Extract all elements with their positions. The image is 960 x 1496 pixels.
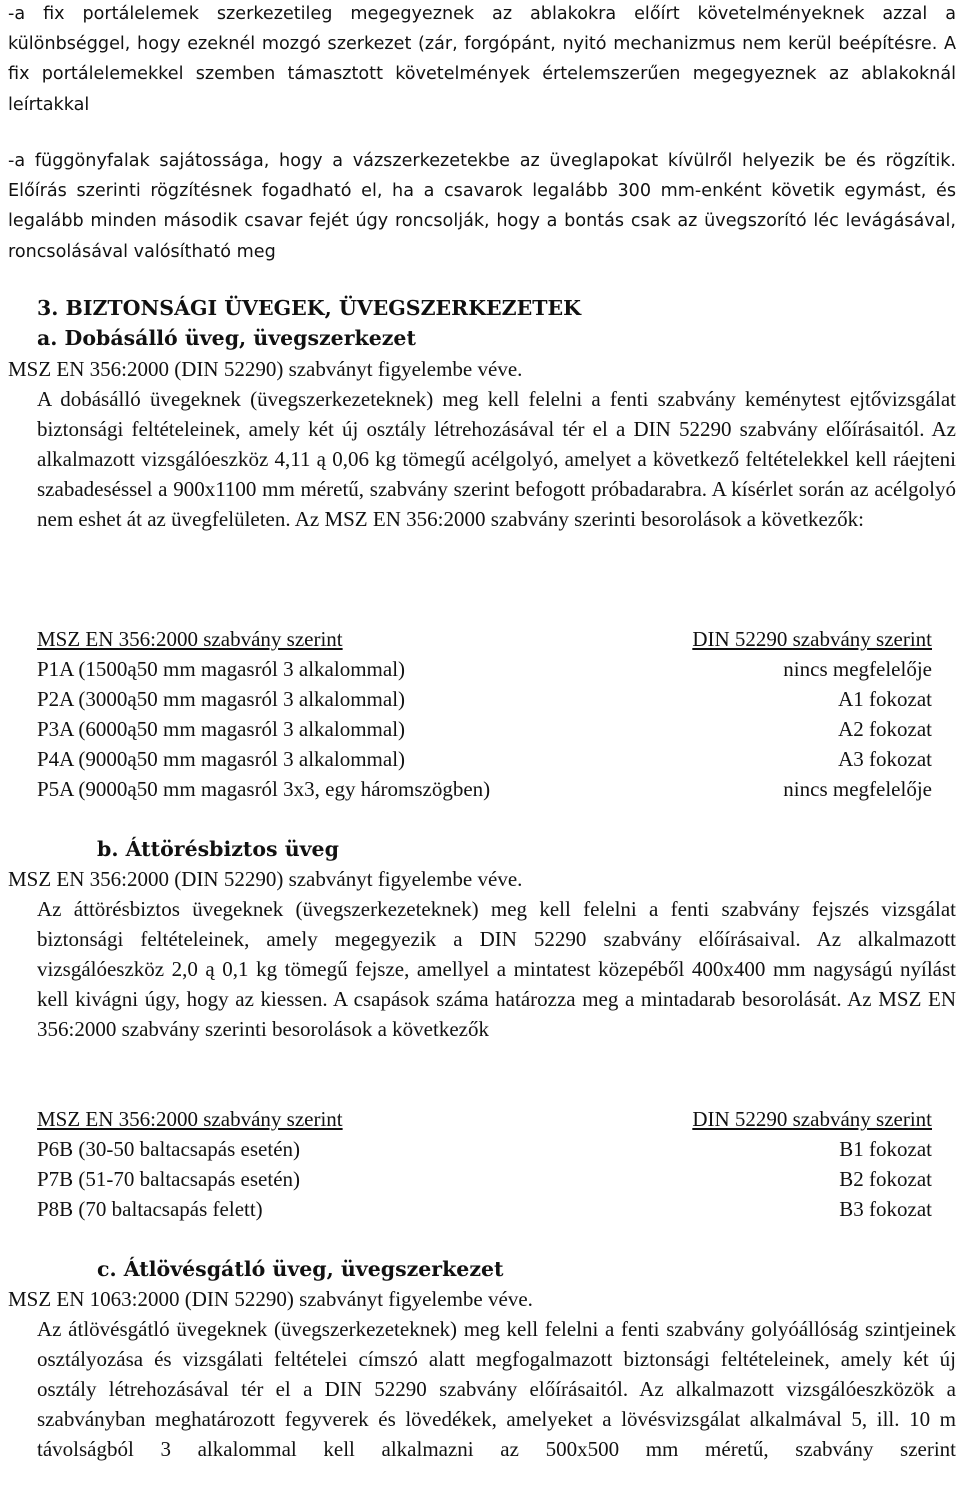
table-cell-right: B3 fokozat: [839, 1197, 932, 1221]
table-header-right: DIN 52290 szabvány szerint: [692, 1107, 932, 1131]
table-header-right: DIN 52290 szabvány szerint: [692, 627, 932, 651]
table-cell-right: nincs megfelelője: [783, 657, 932, 681]
table-row: [37, 1164, 932, 1194]
table-header-row: [37, 624, 932, 654]
section-3b-heading: b. Áttörésbiztos üveg: [97, 837, 339, 861]
table-cell-left: P5A (9000ą50 mm magasról 3x3, egy háromszögben): [37, 777, 491, 801]
table-cell-left: P2A (3000ą50 mm magasról 3 alkalommal): [37, 687, 406, 711]
table-row: [37, 744, 932, 774]
section-3a-reference: MSZ EN 356:2000 (DIN 52290) szabványt figyelembe véve.: [8, 357, 523, 381]
classification-table-break: [37, 1104, 932, 1224]
classification-table-throw: [37, 624, 932, 804]
table-cell-right: A2 fokozat: [838, 717, 932, 741]
table-cell-left: P4A (9000ą50 mm magasról 3 alkalommal): [37, 747, 406, 771]
section-3c-body: Az átlövésgátló üvegeknek (üvegszerkezeteknek) meg kell felelni a fenti szabvány golyóállóság szintjeinek osztályozása és vizsgálati feltételei címszó alatt megfogalmazott biztonsági feltételeinek, amely két új osztály létrehozásával tér el a DIN 52290 szabvány előírásaitól. Az alkalmazott vizsgálóeszközök a szabványban meghatározott fegyverek és lövedékek, amelyeket a lövésvizsgálat alkalmával 5, ill. 10 m távolságból 3 alkalommal kell alkalmazni az 500x500 mm méretű, szabvány szerint: [37, 1317, 956, 1461]
table-row: [37, 714, 932, 744]
table-row: [37, 684, 932, 714]
table-cell-left: P3A (6000ą50 mm magasról 3 alkalommal): [37, 717, 406, 741]
section-3b-body: Az áttörésbiztos üvegeknek (üvegszerkezeteknek) meg kell felelni a fenti szabvány fejszés vizsgálat biztonsági feltételeinek, amely megegyezik a DIN 52290 szabvány előírásaival. Az alkalmazott vizsgálóeszköz 2,0 ą 0,1 kg tömegű fejsze, amellyel a mintatest közepéből 400x400 mm nagyságú nyílást kell kivágni úgy, hogy az kiessen. A csapások száma határozza meg a mintadarab besorolását. Az MSZ EN 356:2000 szabvány szerinti besorolások a következők: [37, 897, 956, 1041]
table-cell-left: P6B (30-50 baltacsapás esetén): [37, 1137, 301, 1161]
section-3a-body: A dobásálló üvegeknek (üvegszerkezeteknek) meg kell felelni a fenti szabvány keménytest ejtővizsgálat biztonsági feltételeinek, amely két új osztály létrehozásával tér el a DIN 52290 szabvány előírásaitól. Az alkalmazott vizsgálóeszköz 4,11 ą 0,06 kg tömegű acélgolyó, amelyet a következő feltételekkel kell ráejteni szabadeséssel a 900x1100 mm méretű, szabvány szerint befogott próbadarabra. A kísérlet során az acélgolyó nem eshet át az üvegfelületen. Az MSZ EN 356:2000 szabvány szerinti besorolások a következők:: [37, 387, 956, 531]
table-cell-right: A1 fokozat: [838, 687, 932, 711]
table-cell-right: nincs megfelelője: [783, 777, 932, 801]
table-cell-left: P8B (70 baltacsapás felett): [37, 1197, 263, 1221]
section-3-heading: 3. BIZTONSÁGI ÜVEGEK, ÜVEGSZERKEZETEK: [37, 296, 581, 320]
table-row: [37, 654, 932, 684]
section-3a-heading: a. Dobásálló üveg, üvegszerkezet: [37, 326, 416, 350]
table-cell-right: B2 fokozat: [839, 1167, 932, 1191]
table-cell-left: P7B (51-70 baltacsapás esetén): [37, 1167, 301, 1191]
intro-paragraph-curtain-wall: -a függönyfalak sajátossága, hogy a vázszerkezetekbe az üveglapokat kívülről helyezik be és rögzítik. Előírás szerinti rögzítésnek fogadható el, ha a csavarok legalább 300 mm-enként követik egymást, és legalább minden második csavar fejét úgy roncsolják, hogy a bontás csak az üvegszorító léc levágásával, roncsolásával valósítható meg: [8, 151, 956, 262]
table-cell-left: P1A (1500ą50 mm magasról 3 alkalommal): [37, 657, 406, 681]
table-header-row: [37, 1104, 932, 1134]
table-row: [37, 774, 932, 804]
table-header-left: MSZ EN 356:2000 szabvány szerint: [37, 627, 343, 651]
table-header-left: MSZ EN 356:2000 szabvány szerint: [37, 1107, 343, 1131]
table-cell-right: B1 fokozat: [839, 1137, 932, 1161]
section-3c-reference: MSZ EN 1063:2000 (DIN 52290) szabványt figyelembe véve.: [8, 1287, 533, 1311]
intro-paragraph-portal: -a fix portálelemek szerkezetileg megegyeznek az ablakokra előírt követelményeknek azzal a különbséggel, hogy ezeknél mozgó szerkezet (zár, forgópánt, nyitó mechanizmus nem kerül beépítésre. A fix portálelemekkel szemben támasztott követelmények értelemszerűen megegyeznek az ablakoknál leírtakkal: [8, 4, 956, 115]
table-row: [37, 1194, 932, 1224]
section-3c-heading: c. Átlövésgátló üveg, üvegszerkezet: [97, 1257, 504, 1281]
table-row: [37, 1134, 932, 1164]
section-3b-reference: MSZ EN 356:2000 (DIN 52290) szabványt figyelembe véve.: [8, 867, 523, 891]
table-cell-right: A3 fokozat: [838, 747, 932, 771]
